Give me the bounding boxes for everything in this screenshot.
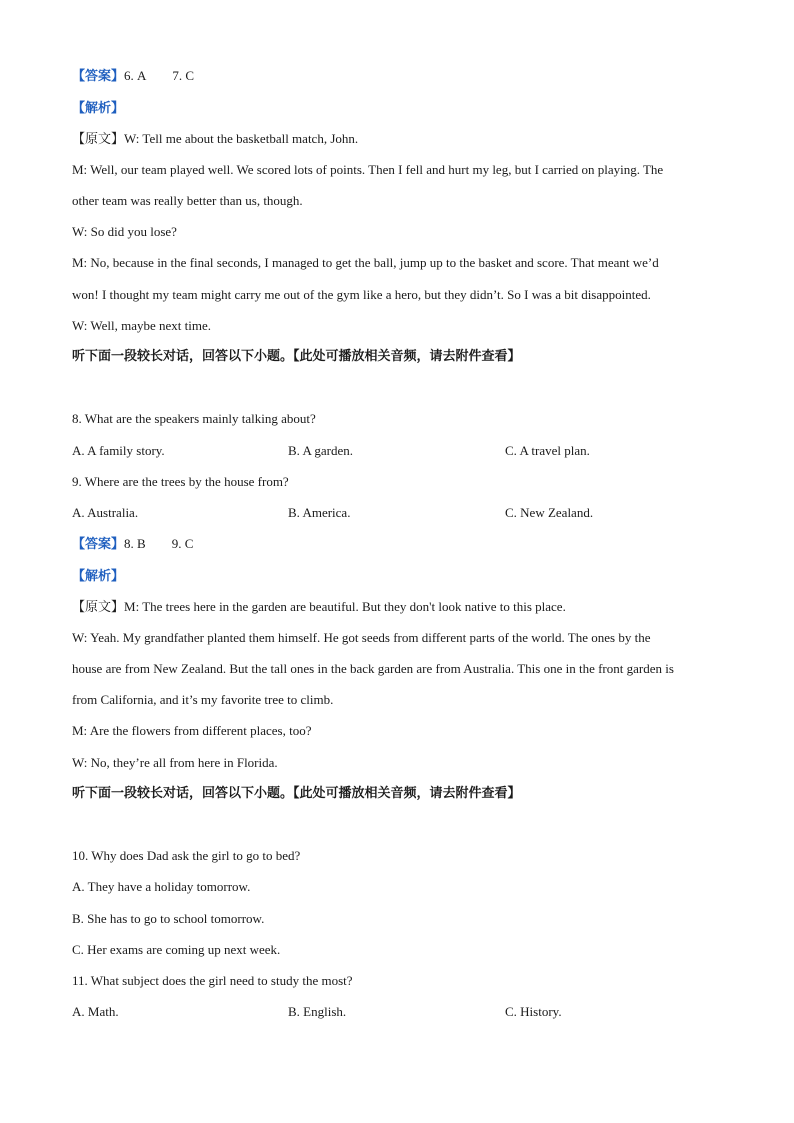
- q10-option-c: C. Her exams are coming up next week.: [72, 942, 281, 957]
- question-10: 10. Why does Dad ask the girl to go to bed?: [72, 848, 301, 863]
- listening-instruction: 听下面一段较长对话，回答以下小题。【此处可播放相关音频，请去附件查看】: [72, 786, 521, 801]
- original-tag: 【原文】: [72, 599, 125, 614]
- transcript-line: other team was really better than us, though.: [72, 193, 303, 208]
- transcript-line: W: Well, maybe next time.: [72, 318, 212, 333]
- answer-8: 8. B: [124, 536, 146, 551]
- transcript-line: from California, and it’s my favorite tree to climb.: [72, 692, 334, 707]
- analysis-tag: 【解析】: [72, 568, 125, 583]
- q9-option-b: B. America.: [288, 505, 351, 520]
- transcript-line: house are from New Zealand. But the tall ones in the back garden are from Australia. This one in the front garden is: [72, 661, 674, 676]
- q8-option-a: A. A family story.: [72, 443, 165, 458]
- question-9: 9. Where are the trees by the house from?: [72, 474, 289, 489]
- answer-tag: 【答案】: [72, 536, 125, 551]
- q8-option-c: C. A travel plan.: [505, 443, 590, 458]
- q8-option-b: B. A garden.: [288, 443, 353, 458]
- q10-option-a: A. They have a holiday tomorrow.: [72, 879, 251, 894]
- answer-6: 6. A: [124, 68, 147, 83]
- transcript-line: W: So did you lose?: [72, 224, 177, 239]
- transcript-line: [72, 131, 358, 147]
- transcript-text: W: Tell me about the basketball match, John.: [124, 131, 359, 146]
- question-11: 11. What subject does the girl need to study the most?: [72, 973, 353, 988]
- original-tag: 【原文】: [72, 131, 125, 146]
- q11-option-b: B. English.: [288, 1004, 347, 1019]
- q11-option-c: C. History.: [505, 1004, 562, 1019]
- q9-option-c: C. New Zealand.: [505, 505, 594, 520]
- q11-option-a: A. Math.: [72, 1004, 119, 1019]
- q9-option-a: A. Australia.: [72, 505, 139, 520]
- analysis-tag: 【解析】: [72, 100, 125, 115]
- answer-7: 7. C: [172, 68, 195, 83]
- transcript-text: M: The trees here in the garden are beautiful. But they don't look native to this place.: [124, 599, 566, 614]
- transcript-line: M: Well, our team played well. We scored lots of points. Then I fell and hurt my leg, but I carried on playing. The: [72, 162, 664, 177]
- answer-9: 9. C: [171, 536, 194, 551]
- answer-line-2: [72, 536, 193, 552]
- transcript-line: won! I thought my team might carry me out of the gym like a hero, but they didn’t. So I was a bit disappointed.: [72, 287, 651, 302]
- question-8: 8. What are the speakers mainly talking about?: [72, 411, 316, 426]
- answer-line-1: [72, 68, 194, 84]
- listening-instruction: 听下面一段较长对话，回答以下小题。【此处可播放相关音频，请去附件查看】: [72, 349, 521, 364]
- transcript-line: W: Yeah. My grandfather planted them himself. He got seeds from different parts of the world. The ones by the: [72, 630, 651, 645]
- transcript-line: M: No, because in the final seconds, I managed to get the ball, jump up to the basket and score. That meant we’d: [72, 255, 659, 270]
- transcript-line: [72, 599, 566, 615]
- transcript-line: M: Are the flowers from different places, too?: [72, 723, 312, 738]
- q10-option-b: B. She has to go to school tomorrow.: [72, 911, 265, 926]
- transcript-line: W: No, they’re all from here in Florida.: [72, 755, 278, 770]
- answer-tag: 【答案】: [72, 68, 125, 83]
